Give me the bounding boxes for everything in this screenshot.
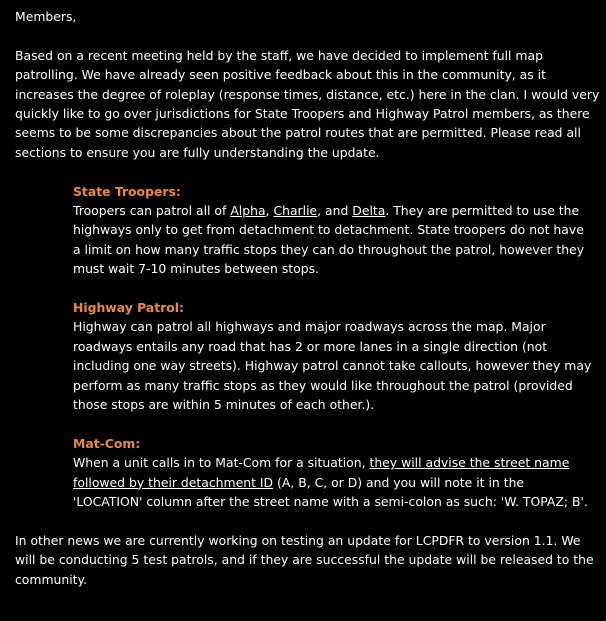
mat-com-text: [73, 453, 593, 511]
greeting: Members,: [15, 9, 77, 24]
highway-patrol-heading: Highway Patrol:: [73, 300, 184, 316]
alpha-link[interactable]: Alpha: [230, 203, 266, 219]
separator: ,: [265, 203, 274, 219]
matcom-underlined-text: they will advise the street name followed by their detachment ID: [73, 455, 570, 490]
matcom-text-after: (A, B, C, or D) and you will note it in the 'LOCATION' column after the street name with a semi-colon as such: 'W. TOPAZ; B'.: [73, 474, 588, 510]
matcom-text-before: When a unit calls in to Mat-Com for a situation,: [73, 455, 370, 471]
spacer: [15, 162, 600, 181]
troopers-text-before: Troopers can patrol all of: [73, 203, 231, 219]
troopers-text-after: . They are permitted to use the highways only to get from detachment to detachment. State troopers do not have a limit on how many traffic stops they can do throughout the patrol, however they must wait 7-10 minutes between stops.: [73, 203, 585, 277]
mat-com-heading: Mat-Com:: [73, 435, 141, 451]
intro-paragraph: Based on a recent meeting held by the staff, we have decided to implement full map patrolling. We have already seen positive feedback about this in the community, as it increases the degree of roleplay (response times, distance, etc.) here in the clan. I would very quickly like to go over jurisdictions for State Troopers and Highway Patrol members, as there seems to be some discrepancies about the patrol routes that are permitted. Please read all sections to ensure you are fully understanding the update.: [15, 47, 600, 160]
spacer: [73, 414, 593, 433]
closing-paragraph: In other news we are currently working on testing an update for LCPDFR to version 1.1. We will be conducting 5 test patrols, and if they are successful the update will be released to the community.: [15, 532, 594, 587]
spacer: [73, 279, 593, 298]
highway-patrol-text: Highway can patrol all highways and major roadways across the map. Major roadways entails any road that has 2 or more lanes in a single direction (not including one way streets). Highway patrol cannot take callouts, however they may perform as many traffic stops as they would like throughout the patrol (provided those stops are within 5 minutes of each other.).: [73, 319, 592, 413]
state-troopers-section: [73, 182, 593, 512]
delta-link[interactable]: Delta: [352, 203, 386, 219]
spacer: [15, 26, 600, 45]
forum-post: [15, 7, 600, 589]
spacer: [15, 512, 600, 531]
separator: , and: [317, 203, 353, 219]
state-troopers-text: [73, 201, 593, 279]
state-troopers-heading: State Troopers:: [73, 183, 181, 199]
charlie-link[interactable]: Charlie: [273, 203, 318, 219]
